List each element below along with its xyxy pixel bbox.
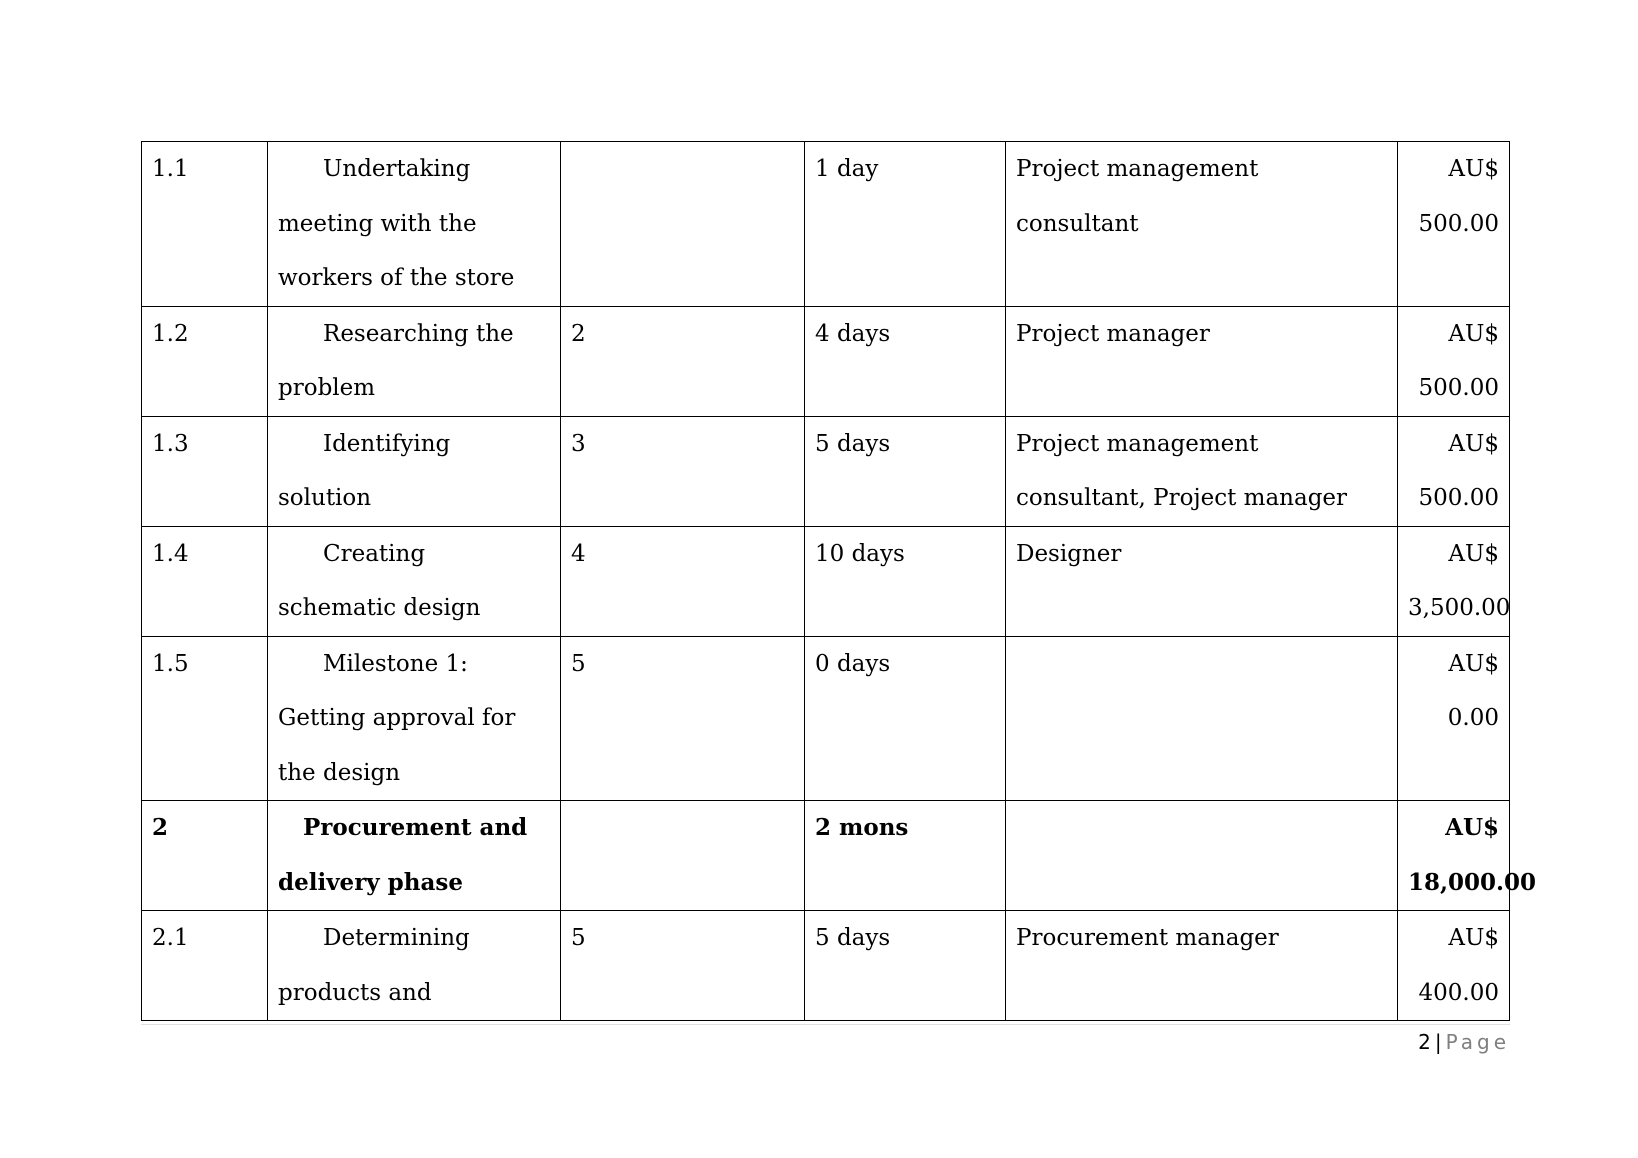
table-row — [142, 416, 1510, 526]
cost-cell: AU$ 3,500.00 — [1398, 526, 1510, 636]
task-name: Determining products and — [278, 925, 470, 1006]
task-name-cell — [268, 142, 561, 307]
task-name: Milestone 1: Getting approval for the design — [278, 650, 516, 786]
task-id-cell: 1.3 — [142, 416, 268, 526]
resources-cell: Procurement manager — [1006, 911, 1398, 1021]
resources-cell — [1006, 801, 1398, 911]
cost-cell: AU$ 400.00 — [1398, 911, 1510, 1021]
page-separator: | — [1434, 1030, 1442, 1054]
page-label: Page — [1445, 1030, 1510, 1054]
table-row — [142, 142, 1510, 307]
task-id-cell: 1.5 — [142, 636, 268, 801]
task-name-cell — [268, 911, 561, 1021]
predecessor-cell — [561, 142, 805, 307]
cost-cell: AU$ 0.00 — [1398, 636, 1510, 801]
footer-divider — [141, 1024, 1510, 1025]
duration-cell: 2 mons — [805, 801, 1006, 911]
predecessor-cell: 3 — [561, 416, 805, 526]
task-id-cell: 1.1 — [142, 142, 268, 307]
predecessor-cell — [561, 801, 805, 911]
task-name: Creating schematic design — [278, 540, 481, 621]
task-id-cell: 2 — [142, 801, 268, 911]
task-name: Procurement and delivery phase — [278, 814, 528, 896]
predecessor-cell: 2 — [561, 306, 805, 416]
task-name: Undertaking meeting with the workers of the store — [278, 156, 515, 291]
resources-cell — [1006, 636, 1398, 801]
predecessor-cell: 5 — [561, 636, 805, 801]
task-name-cell — [268, 526, 561, 636]
cost-cell: AU$ 18,000.00 — [1398, 801, 1510, 911]
task-id-cell: 1.4 — [142, 526, 268, 636]
resources-cell: Project manager — [1006, 306, 1398, 416]
resources-cell: Designer — [1006, 526, 1398, 636]
duration-cell: 5 days — [805, 416, 1006, 526]
work-breakdown-table — [141, 141, 1537, 1021]
page-number: 2 — [1418, 1030, 1431, 1054]
task-name: Identifying solution — [278, 430, 451, 511]
phase-summary-row — [142, 801, 1510, 911]
task-id-cell: 2.1 — [142, 911, 268, 1021]
task-name-cell — [268, 416, 561, 526]
cost-cell: AU$ 500.00 — [1398, 306, 1510, 416]
predecessor-cell: 5 — [561, 911, 805, 1021]
cost-cell: AU$ 500.00 — [1398, 416, 1510, 526]
duration-cell: 10 days — [805, 526, 1006, 636]
table-row — [142, 636, 1510, 801]
task-name: Researching the problem — [278, 320, 514, 401]
duration-cell: 0 days — [805, 636, 1006, 801]
predecessor-cell: 4 — [561, 526, 805, 636]
table-row — [142, 911, 1510, 1021]
task-id-cell: 1.2 — [142, 306, 268, 416]
task-name-cell — [268, 306, 561, 416]
cost-cell: AU$ 500.00 — [1398, 142, 1510, 307]
duration-cell: 5 days — [805, 911, 1006, 1021]
table-row — [142, 526, 1510, 636]
duration-cell: 4 days — [805, 306, 1006, 416]
resources-cell: Project management consultant, Project manager — [1006, 416, 1398, 526]
task-name-cell — [268, 636, 561, 801]
resources-cell: Project management consultant — [1006, 142, 1398, 307]
duration-cell: 1 day — [805, 142, 1006, 307]
table-row — [142, 306, 1510, 416]
page-footer — [1418, 1030, 1510, 1054]
task-name-cell — [268, 801, 561, 911]
